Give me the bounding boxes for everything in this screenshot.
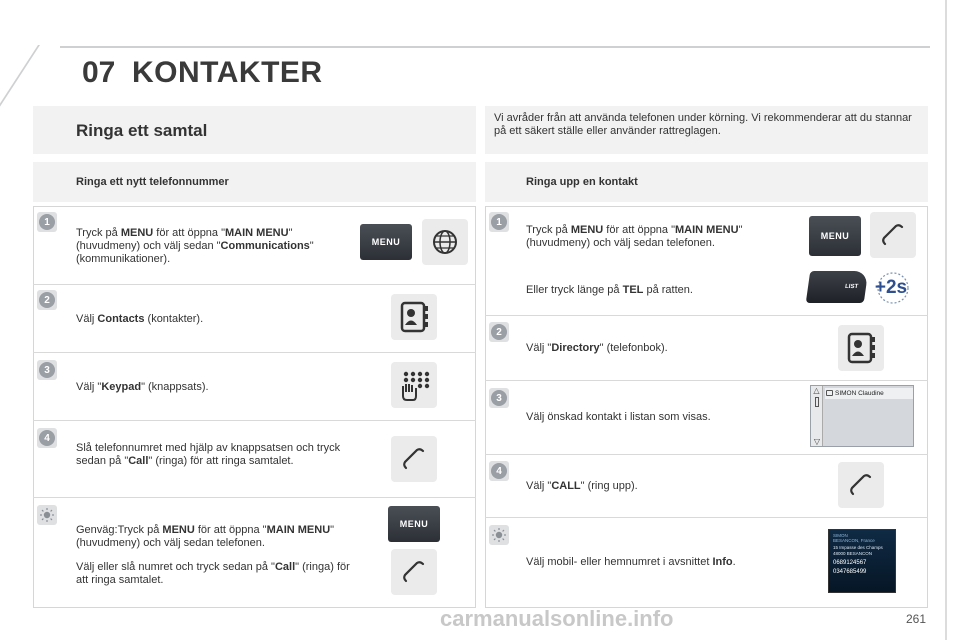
right-alt-text: Eller tryck länge på TEL på ratten. <box>526 284 693 296</box>
contact-info-screen <box>828 529 896 593</box>
chapter-title: KONTAKTER <box>132 56 323 89</box>
step-badge <box>489 212 509 232</box>
communications-icon[interactable] <box>422 219 468 265</box>
contact-list-screen[interactable] <box>810 385 914 447</box>
right-subtitle: Ringa upp en kontakt <box>526 176 638 188</box>
page-number: 261 <box>905 612 926 626</box>
step-number: 4 <box>491 463 507 479</box>
right-tip-text: Välj mobil- eller hemnumret i avsnittet Info. <box>526 556 736 568</box>
step-badge <box>489 322 509 342</box>
lightbulb-icon <box>39 507 55 523</box>
tip-badge <box>37 505 57 525</box>
separator <box>33 420 476 421</box>
step-badge <box>489 388 509 408</box>
header-diagonal <box>0 45 40 115</box>
left-step-4-text: Slå telefonnumret med hjälp av knappsatsen och tryck sedan på "Call" (ringa) för att ringa samtalet. <box>76 442 341 467</box>
right-step-4-text: Välj "CALL" (ring upp). <box>526 480 638 492</box>
section-title: Ringa ett samtal <box>76 121 208 140</box>
contact-name: SIMON Claudine <box>835 390 884 397</box>
call-icon[interactable] <box>870 212 916 258</box>
directory-icon[interactable] <box>838 325 884 371</box>
step-number: 1 <box>39 214 55 230</box>
separator <box>485 454 928 455</box>
screen-mobile-number[interactable]: 0689124567 <box>833 560 867 566</box>
hold-2s-badge: +2s <box>868 270 914 306</box>
step-badge <box>37 428 57 448</box>
contact-row[interactable] <box>825 388 913 399</box>
contacts-icon[interactable] <box>391 294 437 340</box>
screen-home-number[interactable]: 0347685499 <box>833 569 867 575</box>
left-step-3-text: Välj "Keypad" (knappsats). <box>76 381 209 393</box>
contact-icon <box>826 390 833 396</box>
screen-header: SIMON BESANCON, France <box>833 533 875 543</box>
step-number: 3 <box>39 362 55 378</box>
scroll-down-icon[interactable]: ▽ <box>813 437 821 446</box>
right-step-3-text: Välj önskad kontakt i listan som visas. <box>526 411 711 423</box>
right-step-2-text: Välj "Directory" (telefonbok). <box>526 342 668 354</box>
call-icon[interactable] <box>391 436 437 482</box>
separator <box>485 517 928 518</box>
step-number: 2 <box>39 292 55 308</box>
left-subtitle: Ringa ett nytt telefonnummer <box>76 176 229 188</box>
menu-button[interactable]: MENU <box>360 224 412 260</box>
left-step-2-text: Välj Contacts (kontakter). <box>76 313 204 325</box>
call-icon[interactable] <box>838 462 884 508</box>
scroll-up-icon[interactable]: △ <box>813 386 820 395</box>
lightbulb-icon <box>491 527 507 543</box>
step-badge <box>37 360 57 380</box>
tip-badge <box>489 525 509 545</box>
list-scrollbar[interactable] <box>811 386 823 446</box>
menu-button[interactable]: MENU <box>388 506 440 542</box>
right-rail <box>945 0 947 640</box>
separator <box>33 284 476 285</box>
left-tip-text-1: Genväg:Tryck på MENU för att öppna "MAIN MENU" (huvudmeny) och välj sedan telefonen. <box>76 524 335 549</box>
right-step-1-text: Tryck på MENU för att öppna "MAIN MENU" (huvudmeny) och välj sedan telefonen. <box>526 224 743 249</box>
menu-button[interactable]: MENU <box>809 216 861 256</box>
keypad-icon[interactable] <box>391 362 437 408</box>
call-icon[interactable] <box>391 549 437 595</box>
warning-text: Vi avråder från att använda telefonen under körning. Vi rekommenderar att du stannar på ett säkert ställe eller använder rattreglagen. <box>494 112 912 137</box>
chapter-number: 07 <box>82 56 116 89</box>
tel-steering-button[interactable]: LIST <box>806 271 868 303</box>
left-step-1-text: Tryck på MENU för att öppna "MAIN MENU" (huvudmeny) och välj sedan "Communications" (kommunikationer). <box>76 227 314 265</box>
step-number: 3 <box>491 390 507 406</box>
step-badge <box>37 212 57 232</box>
screen-city: 48000 BESANCON <box>833 551 873 556</box>
step-badge <box>489 461 509 481</box>
step-number: 1 <box>491 214 507 230</box>
step-number: 2 <box>491 324 507 340</box>
step-number: 4 <box>39 430 55 446</box>
screen-address: 15 Impasse des Champs <box>833 545 883 550</box>
header-rule <box>60 46 930 48</box>
left-tip-text-2: Välj eller slå numret och tryck sedan på "Call" (ringa) för att ringa samtalet. <box>76 561 350 586</box>
separator <box>485 315 928 316</box>
watermark: carmanualsonline.info <box>440 606 674 631</box>
scroll-thumb[interactable] <box>815 397 819 407</box>
step-badge <box>37 290 57 310</box>
separator <box>33 352 476 353</box>
separator <box>485 380 928 381</box>
separator <box>33 497 476 498</box>
